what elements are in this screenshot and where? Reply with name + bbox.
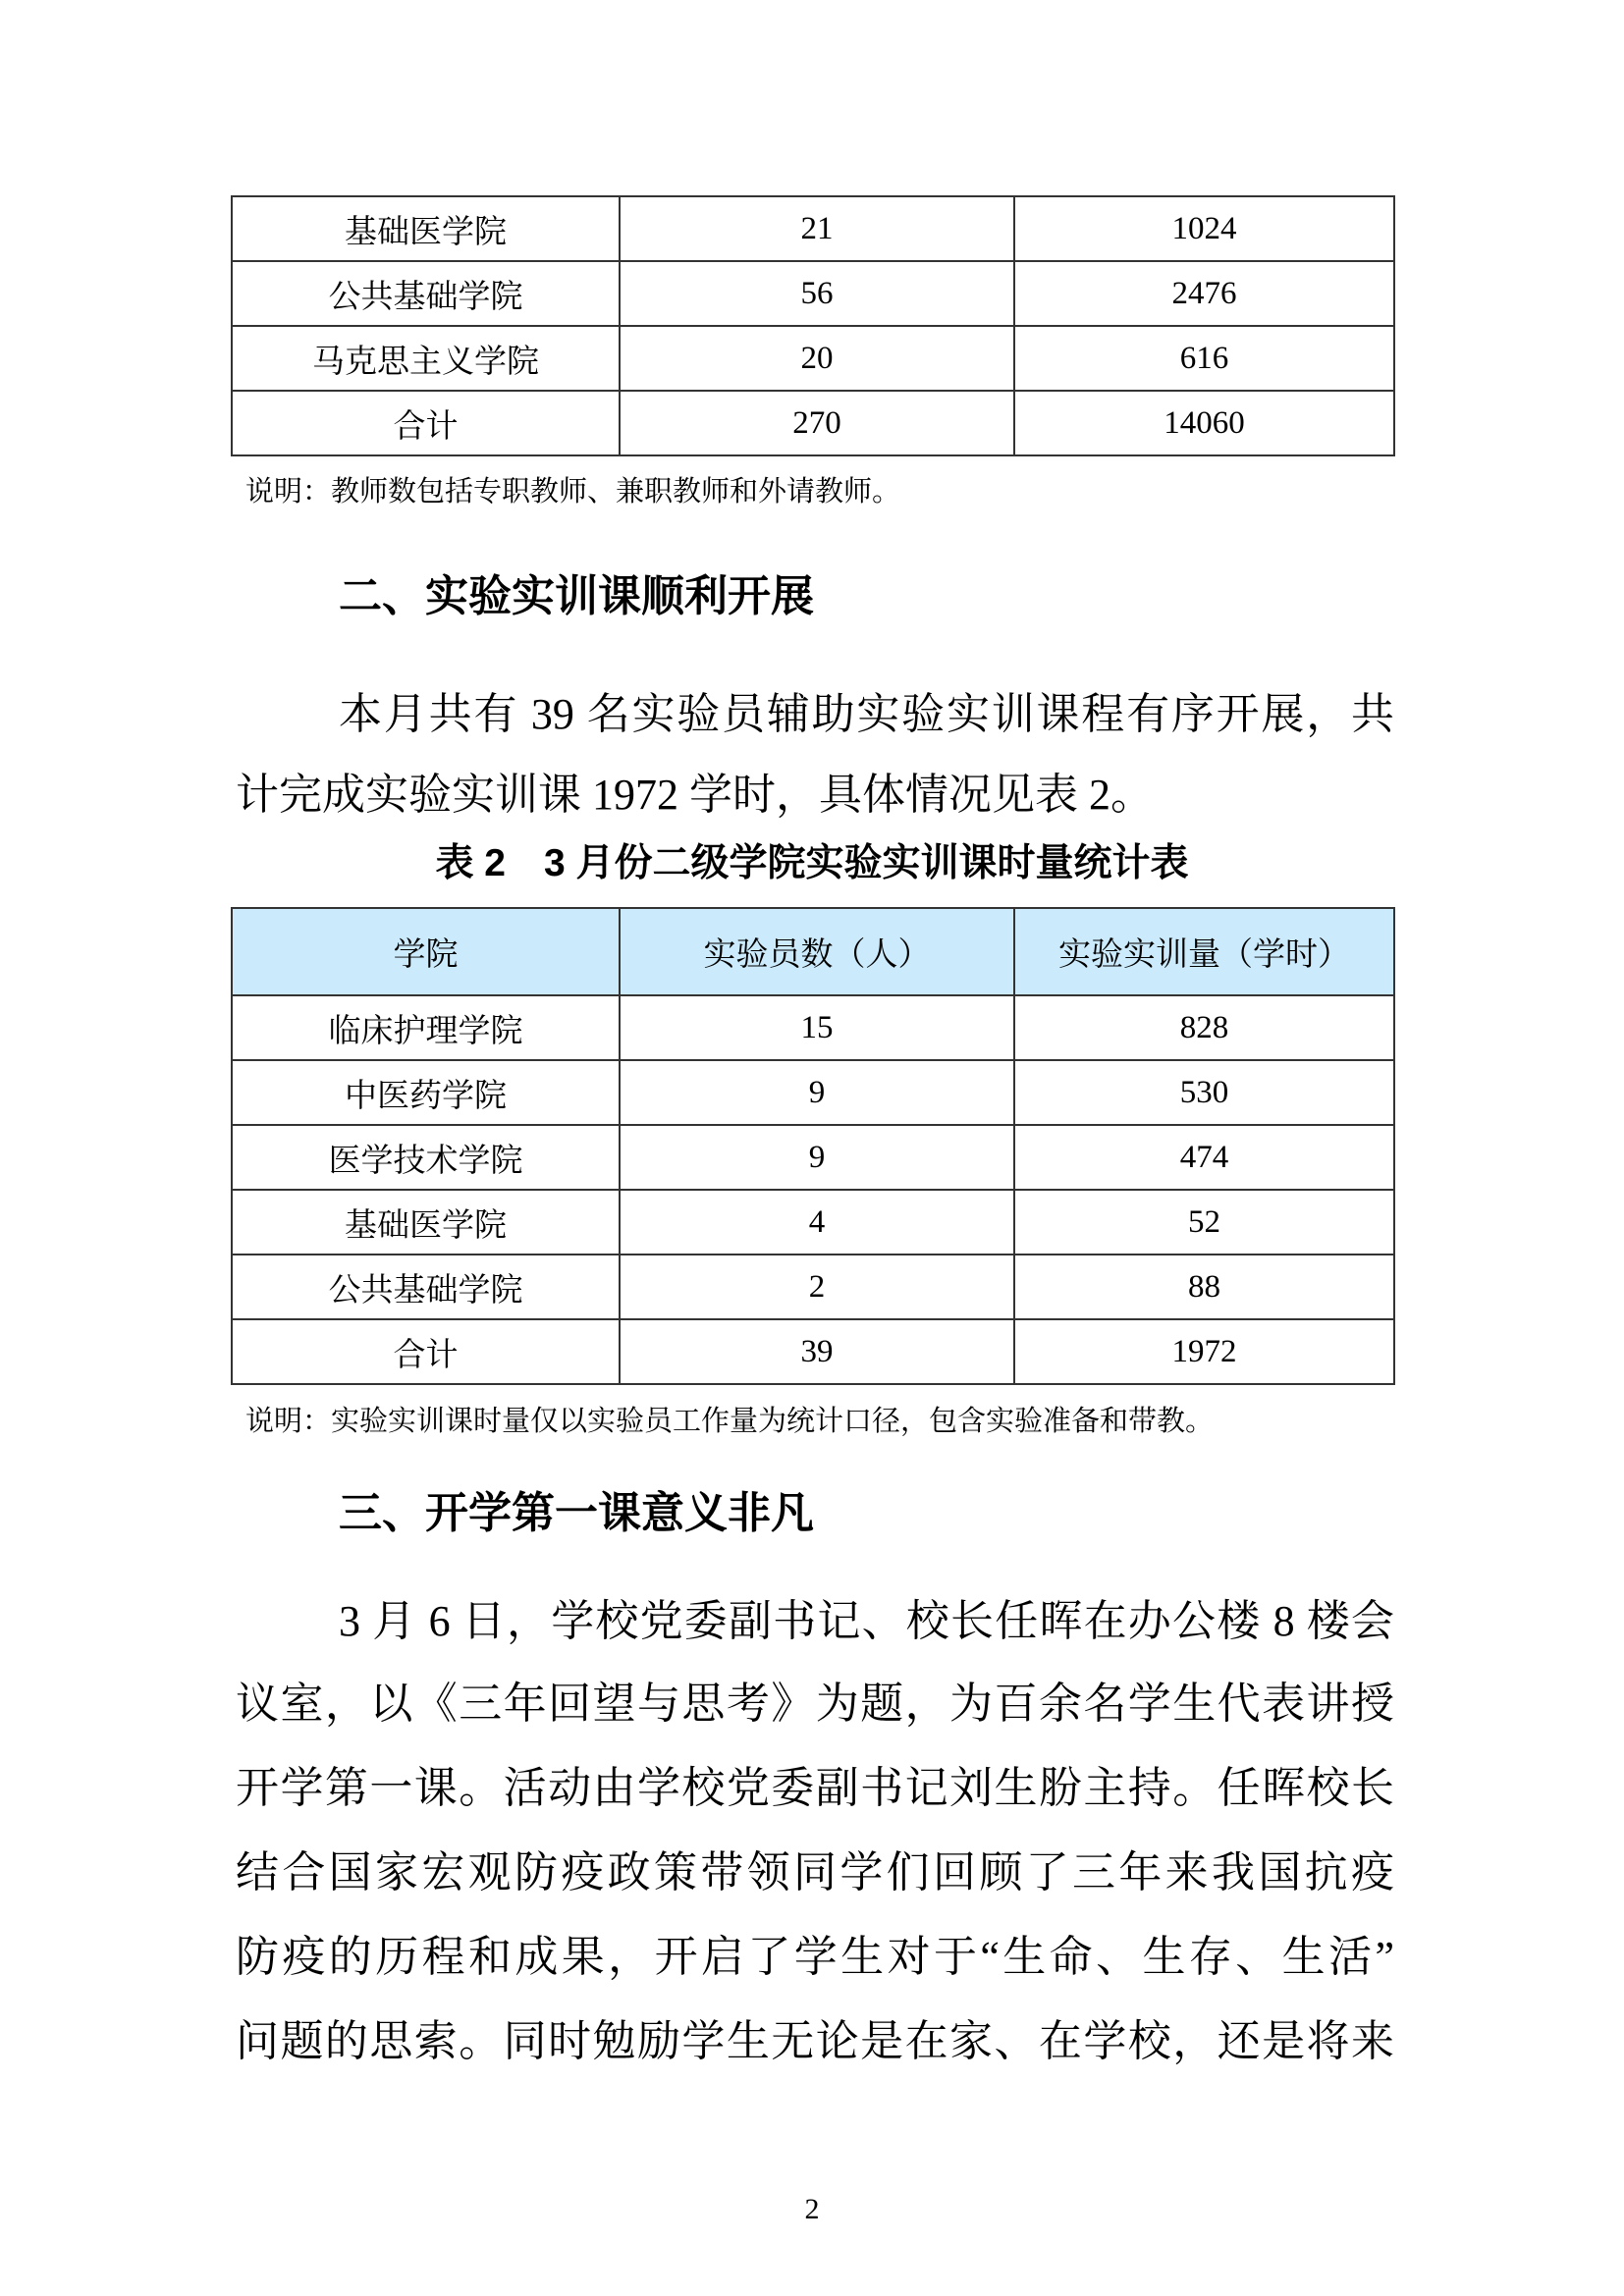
table-cell-training-hours: 474 [1014, 1125, 1394, 1190]
table1-note: 说明：教师数包括专职教师、兼职教师和外请教师。 [245, 476, 901, 507]
table-row [232, 261, 1394, 326]
table-cell-training-hours: 52 [1014, 1190, 1394, 1255]
table-cell-college: 临床护理学院 [232, 995, 620, 1060]
table-cell-teacher-count: 56 [620, 261, 1014, 326]
table-header-row [232, 908, 1394, 995]
table-cell-total-hours: 14060 [1014, 391, 1394, 455]
table-row [232, 1255, 1394, 1319]
table-row [232, 196, 1394, 261]
section3-heading: 三、开学第一课意义非凡 [339, 1489, 814, 1537]
table-cell-technician-count: 2 [620, 1255, 1014, 1319]
table-cell-college: 基础医学院 [232, 196, 620, 261]
table-cell-college: 医学技术学院 [232, 1125, 620, 1190]
header-cell-college: 学院 [232, 908, 620, 995]
table-cell-total-count: 39 [620, 1319, 1014, 1384]
table-cell-total-label: 合计 [232, 1319, 620, 1384]
paragraph-line: 议室，以《三年回望与思考》为题，为百余名学生代表讲授 [236, 1680, 1394, 1728]
paragraph-line: 防疫的历程和成果，开启了学生对于“生命、生存、生活” [236, 1933, 1394, 1981]
table-row [232, 1125, 1394, 1190]
table-cell-total-hours: 1972 [1014, 1319, 1394, 1384]
paragraph-line: 开学第一课。活动由学校党委副书记刘生肦主持。任晖校长 [236, 1764, 1394, 1812]
table-cell-total-label: 合计 [232, 391, 620, 455]
paragraph-line: 问题的思索。同时勉励学生无论是在家、在学校，还是将来 [236, 2017, 1394, 2065]
table-cell-technician-count: 9 [620, 1125, 1014, 1190]
table-cell-technician-count: 9 [620, 1060, 1014, 1125]
table-total-row [232, 1319, 1394, 1384]
table-row [232, 995, 1394, 1060]
table-cell-training-hours: 828 [1014, 995, 1394, 1060]
table-cell-teacher-count: 21 [620, 196, 1014, 261]
table-cell-teacher-count: 20 [620, 326, 1014, 391]
table-cell-training-hours: 530 [1014, 1060, 1394, 1125]
table-row [232, 1060, 1394, 1125]
table-cell-college: 公共基础学院 [232, 261, 620, 326]
table-cell-hours: 2476 [1014, 261, 1394, 326]
table-cell-college: 公共基础学院 [232, 1255, 620, 1319]
lab-training-hours-table [231, 907, 1395, 1385]
table-cell-technician-count: 15 [620, 995, 1014, 1060]
paragraph-line: 3 月 6 日，学校党委副书记、校长任晖在办公楼 8 楼会 [339, 1597, 1394, 1645]
table-row [232, 1190, 1394, 1255]
table-cell-training-hours: 88 [1014, 1255, 1394, 1319]
paragraph-line: 本月共有 39 名实验员辅助实验实训课程有序开展，共 [339, 690, 1394, 738]
table-total-row [232, 391, 1394, 455]
table-cell-college: 中医药学院 [232, 1060, 620, 1125]
table-cell-hours: 1024 [1014, 196, 1394, 261]
header-cell-technician-count: 实验员数（人） [620, 908, 1014, 995]
table-cell-hours: 616 [1014, 326, 1394, 391]
section2-heading: 二、实验实训课顺利开展 [339, 572, 814, 620]
paragraph-line: 计完成实验实训课 1972 学时，具体情况见表 2。 [236, 771, 1154, 819]
table2-caption: 表 2 3 月份二级学院实验实训课时量统计表 [435, 842, 1189, 884]
table2-note: 说明：实验实训课时量仅以实验员工作量为统计口径，包含实验准备和带教。 [245, 1406, 1215, 1437]
table-row [232, 326, 1394, 391]
header-cell-training-hours: 实验实训量（学时） [1014, 908, 1394, 995]
teacher-stats-table-continued [231, 195, 1395, 456]
table-cell-technician-count: 4 [620, 1190, 1014, 1255]
table-cell-college: 马克思主义学院 [232, 326, 620, 391]
table-cell-college: 基础医学院 [232, 1190, 620, 1255]
page-number: 2 [804, 2193, 820, 2225]
table-cell-total-count: 270 [620, 391, 1014, 455]
paragraph-line: 结合国家宏观防疫政策带领同学们回顾了三年来我国抗疫 [236, 1848, 1394, 1896]
